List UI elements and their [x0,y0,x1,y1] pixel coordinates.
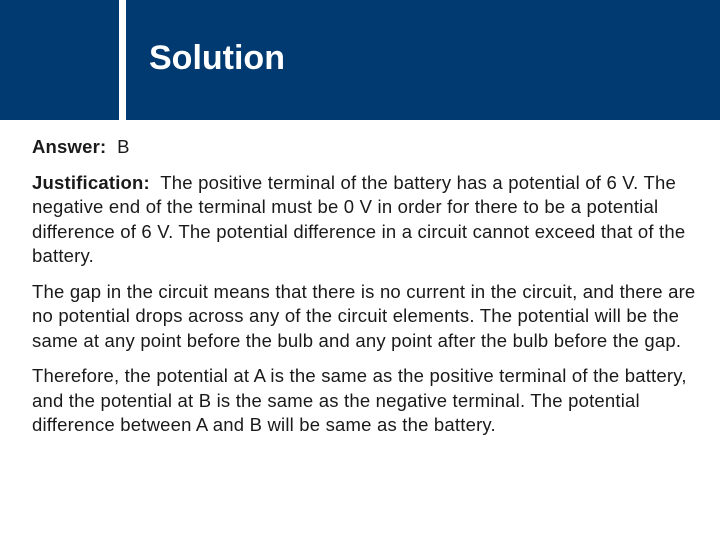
justification-text: The positive terminal of the battery has a potential of 6 V. The negative end of the terminal must be 0 V in order for there to be a potential difference of 6 V. The potential difference in a circuit cannot exceed that of the battery. [32,171,686,266]
answer-value: B [117,136,130,157]
slide-title: Solution [149,39,285,77]
banner-divider [119,0,126,120]
answer-line [32,135,697,160]
justification-label: Justification: [32,171,150,193]
gap-explanation-paragraph: The gap in the circuit means that there is no current in the circuit, and there are no potential drops across any of the circuit elements. The potential will be the same at any point before the bulb and any point after the bulb before the gap. [32,280,696,351]
answer-label: Answer: [32,136,107,157]
slide-body [32,135,697,449]
conclusion-paragraph: Therefore, the potential at A is the same as the positive terminal of the battery, and the potential at B is the same as the negative terminal. The potential difference between A and B will be same as the battery. [32,365,687,435]
justification-paragraph [32,171,697,269]
title-banner [0,0,720,120]
